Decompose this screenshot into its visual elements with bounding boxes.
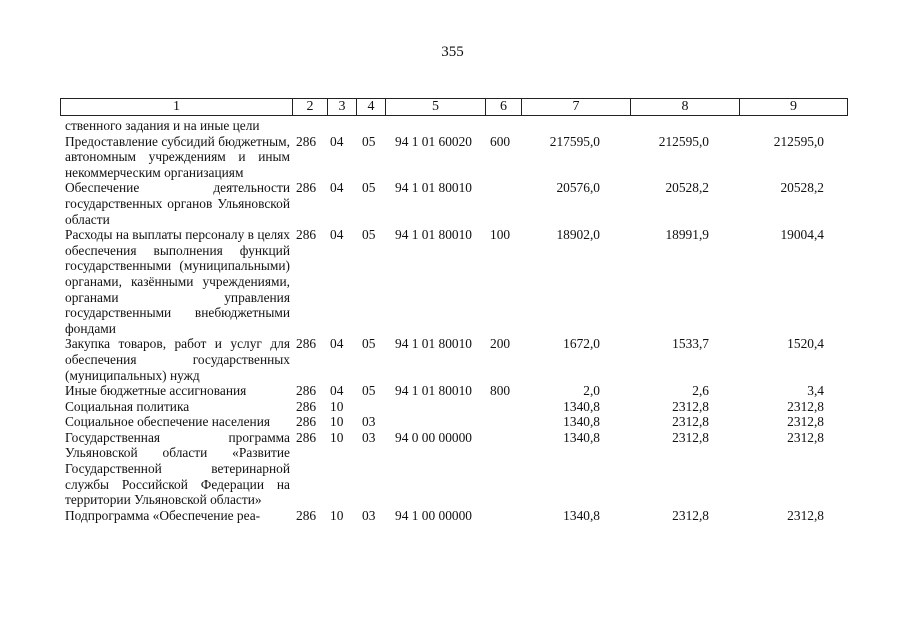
row-pr: 03 — [362, 414, 376, 430]
table-row — [60, 134, 848, 181]
row-rz: 04 — [330, 133, 344, 149]
row-glav: 286 — [296, 429, 317, 445]
row-rz: 04 — [330, 227, 344, 243]
row-csr — [385, 118, 485, 134]
row-y1: 1340,8 — [563, 414, 600, 430]
row-y2: 2312,8 — [672, 398, 709, 414]
row-csr — [385, 399, 485, 415]
row-csr: 94 1 01 80010 — [395, 227, 472, 243]
row-vr: 200 — [490, 336, 511, 352]
row-vr — [485, 414, 521, 430]
header-col-2: 2 — [293, 99, 328, 115]
row-csr: 94 1 01 80010 — [395, 180, 472, 196]
row-y3: 2312,8 — [787, 414, 824, 430]
row-rz — [327, 118, 356, 134]
row-y2: 212595,0 — [658, 133, 709, 149]
row-y2 — [630, 118, 739, 134]
row-glav — [292, 118, 327, 134]
page-number: 355 — [441, 44, 464, 60]
table-row — [60, 508, 848, 524]
row-y2: 2312,8 — [672, 429, 709, 445]
row-y3: 3,4 — [807, 383, 824, 399]
row-rz: 04 — [330, 383, 344, 399]
table-row — [60, 118, 848, 134]
header-col-4: 4 — [357, 99, 386, 115]
row-glav: 286 — [296, 383, 317, 399]
row-name: Иные бюджетные ассигнования — [65, 383, 247, 399]
row-rz: 10 — [330, 507, 344, 523]
row-y1: 217595,0 — [549, 133, 600, 149]
row-y1: 2,0 — [583, 383, 600, 399]
row-csr: 94 0 00 00000 — [395, 429, 472, 445]
row-pr: 05 — [362, 336, 376, 352]
header-col-9: 9 — [790, 99, 797, 114]
row-glav: 286 — [296, 507, 317, 523]
row-y3: 1520,4 — [787, 336, 824, 352]
table-row — [60, 180, 848, 227]
row-y3: 20528,2 — [780, 180, 824, 196]
header-col-3: 3 — [328, 99, 357, 115]
row-name: Социальное обеспечение населения — [65, 414, 271, 430]
table-row — [60, 399, 848, 415]
row-rz: 04 — [330, 336, 344, 352]
row-glav: 286 — [296, 414, 317, 430]
row-glav: 286 — [296, 133, 317, 149]
row-y2: 2312,8 — [672, 414, 709, 430]
row-name: Социальная политика — [65, 398, 190, 414]
row-csr: 94 1 00 00000 — [395, 507, 472, 523]
row-y1: 1340,8 — [563, 398, 600, 414]
header-col-5: 5 — [386, 99, 486, 115]
row-pr: 03 — [362, 429, 376, 445]
row-vr — [485, 399, 521, 415]
row-rz: 10 — [330, 398, 344, 414]
row-glav: 286 — [296, 398, 317, 414]
row-pr — [356, 118, 385, 134]
row-y2: 18991,9 — [665, 227, 709, 243]
table-row — [60, 414, 848, 430]
row-vr — [485, 508, 521, 524]
row-y1: 20576,0 — [556, 180, 600, 196]
row-y3 — [739, 118, 848, 134]
row-name: Государственная программа Ульяновской области «Развитие Государственной ветеринарной службы Российской Федерации на территории Ульяновской области» — [65, 429, 290, 508]
table-row — [60, 227, 848, 336]
header-col-7: 7 — [522, 99, 631, 115]
row-csr — [385, 414, 485, 430]
row-y2: 1533,7 — [672, 336, 709, 352]
row-pr: 03 — [362, 507, 376, 523]
row-vr: 600 — [490, 133, 511, 149]
row-glav: 286 — [296, 336, 317, 352]
header-col-6: 6 — [486, 99, 522, 115]
row-vr — [485, 180, 521, 227]
row-y1: 18902,0 — [556, 227, 600, 243]
row-name: Подпрограмма «Обеспечение реа- — [65, 507, 261, 523]
row-vr: 800 — [490, 383, 511, 399]
table-header — [60, 98, 848, 116]
row-y3: 2312,8 — [787, 507, 824, 523]
row-pr — [356, 399, 385, 415]
row-y3: 19004,4 — [780, 227, 824, 243]
row-name: Расходы на выплаты персоналу в целях обеспечения выполнения функций государственными (муниципальными) органами, казёнными учреждениями, органами управления государственными внебюджетными фондами — [65, 227, 290, 336]
row-vr — [485, 430, 521, 508]
row-csr: 94 1 01 60020 — [395, 133, 472, 149]
row-glav: 286 — [296, 227, 317, 243]
row-rz: 10 — [330, 429, 344, 445]
row-name: Предоставление субсидий бюджетным, автономным учреждениям и иным некоммерческим организациям — [65, 133, 290, 180]
table-body — [60, 118, 848, 523]
row-y3: 212595,0 — [773, 133, 824, 149]
row-y1: 1672,0 — [563, 336, 600, 352]
table-row — [60, 336, 848, 383]
row-name: Закупка товаров, работ и услуг для обеспечения государственных (муниципальных) нужд — [65, 336, 290, 383]
row-pr: 05 — [362, 133, 376, 149]
row-y1 — [521, 118, 630, 134]
row-rz: 04 — [330, 180, 344, 196]
row-y2: 2,6 — [692, 383, 709, 399]
row-y3: 2312,8 — [787, 429, 824, 445]
row-vr — [485, 118, 521, 134]
row-y3: 2312,8 — [787, 398, 824, 414]
table-row — [60, 430, 848, 508]
row-name: ственного задания и на иные цели — [65, 118, 260, 133]
row-y2: 20528,2 — [665, 180, 709, 196]
row-rz: 10 — [330, 414, 344, 430]
row-glav: 286 — [296, 180, 317, 196]
row-vr: 100 — [490, 227, 511, 243]
row-name: Обеспечение деятельности государственных органов Ульяновской области — [65, 180, 290, 227]
row-y2: 2312,8 — [672, 507, 709, 523]
header-col-1: 1 — [61, 99, 293, 115]
row-y1: 1340,8 — [563, 429, 600, 445]
header-col-8: 8 — [631, 99, 740, 115]
table-row — [60, 383, 848, 399]
row-csr: 94 1 01 80010 — [395, 336, 472, 352]
row-pr: 05 — [362, 180, 376, 196]
row-csr: 94 1 01 80010 — [395, 383, 472, 399]
row-pr: 05 — [362, 227, 376, 243]
row-pr: 05 — [362, 383, 376, 399]
row-y1: 1340,8 — [563, 507, 600, 523]
